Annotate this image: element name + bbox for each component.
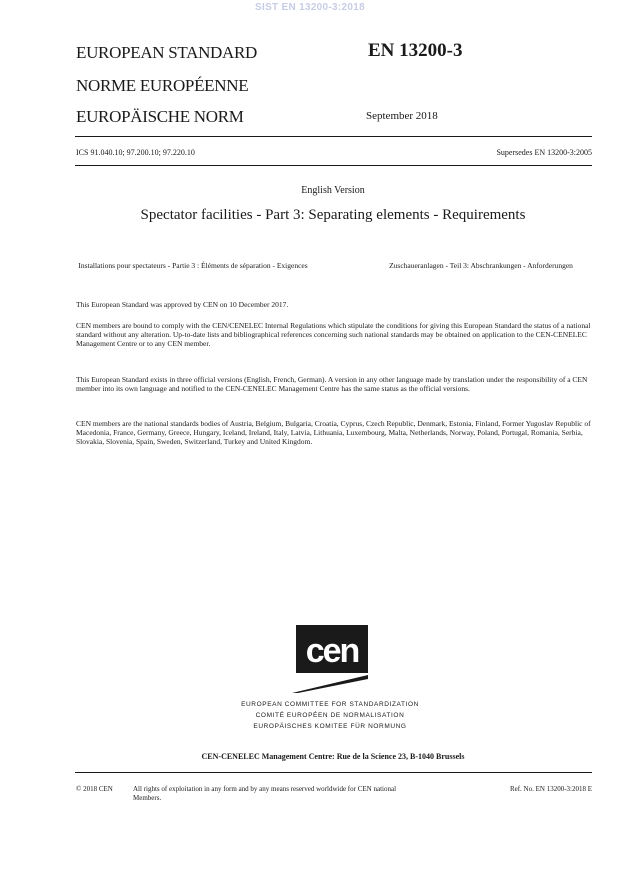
standard-name-french: NORME EUROPÉENNE [76,76,249,95]
publication-date: September 2018 [366,110,438,122]
footer-divider [75,772,592,773]
document-title: Spectator facilities - Part 3: Separating elements - Requirements [140,207,526,223]
supersedes-note: Supersedes EN 13200-3:2005 [496,148,592,157]
committee-name-german: EUROPÄISCHES KOMITEE FÜR NORMUNG [253,723,407,730]
title-french: Installations pour spectateurs - Partie 3 : Éléments de séparation - Exigences [78,261,308,270]
standard-number: EN 13200-3 [368,40,463,61]
approval-statement: This European Standard was approved by CEN on 10 December 2017. [76,300,289,309]
copyright-notice: © 2018 CEN [76,785,113,793]
cen-logo-icon [290,625,370,695]
title-german: Zuschaueranlagen - Teil 3: Abschrankungen - Anforderungen [389,261,573,270]
rights-statement: All rights of exploitation in any form and by any means reserved worldwide for CEN national Members. [133,785,397,802]
cen-logo-text: cen [305,632,359,670]
members-paragraph: CEN members are the national standards bodies of Austria, Belgium, Bulgaria, Croatia, Cyprus, Czech Republic, Denmark, Estonia, Finland, Former Yugoslav Republic of Macedonia, France, Germany, Greece, Hungary, Iceland, Ireland, Italy, Latvia, Lithuania, Luxembourg, Malta, Netherlands, Norway, Poland, Portugal, Romania, Serbia, Slovakia, Slovenia, Spain, Sweden, Switzerland, Turkey and United Kingdom. [76,419,591,446]
committee-name-english: EUROPEAN COMMITTEE FOR STANDARDIZATION [241,701,419,708]
watermark: SIST EN 13200-3:2018 [255,2,365,13]
standard-name-german: EUROPÄISCHE NORM [76,107,244,126]
language-version: English Version [301,185,365,196]
standard-name-english: EUROPEAN STANDARD [76,43,258,62]
compliance-paragraph: CEN members are bound to comply with the CEN/CENELEC Internal Regulations which stipulate the conditions for giving this European Standard the status of a national standard without any alteration. Up-to-date lists and bibliographical references concerning such national standards may be obtained on application to the CEN-CENELEC Management Centre or to any CEN member. [76,321,591,348]
header-divider [75,136,592,137]
management-centre-address: CEN-CENELEC Management Centre: Rue de la Science 23, B-1040 Brussels [201,752,465,761]
reference-number: Ref. No. EN 13200-3:2018 E [509,785,592,793]
versions-paragraph: This European Standard exists in three official versions (English, French, German). A version in any other language made by translation under the responsibility of a CEN member into its own language and notified to the CEN-CENELEC Management Centre has the same status as the official versions. [76,375,588,393]
committee-name-french: COMITÉ EUROPÉEN DE NORMALISATION [255,712,405,719]
meta-divider [75,165,592,166]
ics-codes: ICS 91.040.10; 97.200.10; 97.220.10 [76,148,195,157]
